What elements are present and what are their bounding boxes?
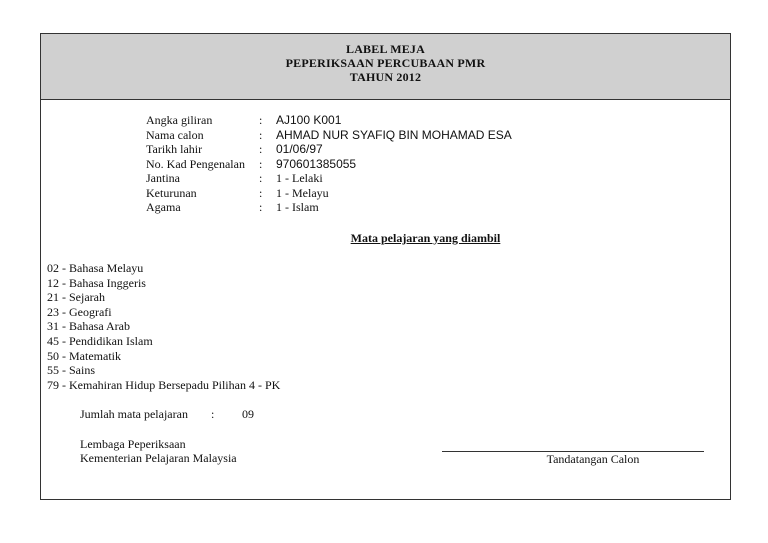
info-value: 1 - Islam <box>276 200 319 214</box>
info-row-keturunan <box>146 186 512 201</box>
info-colon: : <box>259 185 263 200</box>
info-value: 1 - Lelaki <box>276 171 323 185</box>
info-label: Keturunan <box>146 185 197 200</box>
info-label: No. Kad Pengenalan <box>146 156 245 171</box>
info-row-agama <box>146 200 512 215</box>
info-row-tarikh-lahir <box>146 142 512 157</box>
desk-label-card <box>40 33 731 500</box>
subject-item: 50 - Matematik <box>47 348 121 363</box>
info-colon: : <box>259 127 263 142</box>
subject-item: 55 - Sains <box>47 363 95 378</box>
info-value: 01/06/97 <box>276 142 323 156</box>
info-colon: : <box>259 171 263 185</box>
subject-count-value: 09 <box>242 407 254 421</box>
subject-item: 31 - Bahasa Arab <box>47 319 130 334</box>
info-label: Angka giliran <box>146 113 213 127</box>
info-label: Agama <box>146 200 181 214</box>
header-title: LABEL MEJA <box>345 42 425 56</box>
subject-item: 45 - Pendidikan Islam <box>47 333 153 348</box>
info-row-kad-pengenalan <box>146 157 512 172</box>
info-label: Tarikh lahir <box>146 142 203 156</box>
header-year: TAHUN 2012 <box>349 70 422 84</box>
info-label: Jantina <box>146 171 180 185</box>
info-value: AJ100 K001 <box>276 113 342 127</box>
subject-item: 23 - Geografi <box>47 304 112 319</box>
info-colon: : <box>259 113 263 127</box>
info-label: Nama calon <box>146 127 204 142</box>
info-colon: : <box>259 200 263 214</box>
info-row-jantina <box>146 171 512 186</box>
subjects-list <box>47 261 280 392</box>
subject-count-colon: : <box>211 407 215 421</box>
info-value: 970601385055 <box>276 156 357 171</box>
signature-label: Tandatangan Calon <box>546 452 640 466</box>
issuing-authority <box>80 437 237 465</box>
candidate-info <box>146 113 512 215</box>
info-colon: : <box>259 142 263 156</box>
subject-item: 21 - Sejarah <box>47 290 105 305</box>
subject-count <box>80 407 254 422</box>
subject-count-label: Jumlah mata pelajaran <box>80 407 188 421</box>
authority-line-2: Kementerian Pelajaran Malaysia <box>80 451 237 465</box>
subjects-heading: Mata pelajaran yang diambil <box>350 231 501 245</box>
subject-item: 79 - Kemahiran Hidup Bersepadu Pilihan 4 - PK <box>47 377 281 392</box>
subject-item: 02 - Bahasa Melayu <box>47 261 144 275</box>
card-header <box>41 34 730 100</box>
info-colon: : <box>259 156 263 171</box>
info-value: 1 - Melayu <box>276 185 329 200</box>
header-exam-name: PEPERIKSAAN PERCUBAAN PMR <box>285 56 486 70</box>
info-value: AHMAD NUR SYAFIQ BIN MOHAMAD ESA <box>276 127 512 142</box>
subject-item: 12 - Bahasa Inggeris <box>47 275 146 290</box>
info-row-angka-giliran <box>146 113 512 128</box>
info-row-nama-calon <box>146 128 512 143</box>
authority-line-1: Lembaga Peperiksaan <box>80 437 186 451</box>
